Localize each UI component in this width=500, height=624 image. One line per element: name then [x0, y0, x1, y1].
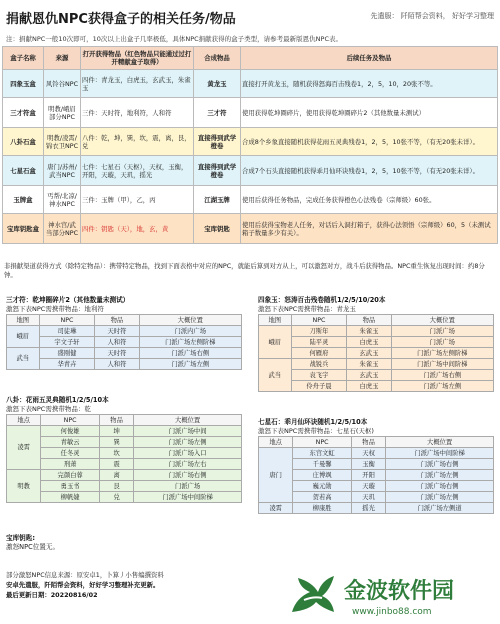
npc-cell: 宇文子轩	[39, 337, 95, 348]
npc-cell: 柳康胜	[293, 503, 352, 514]
combine-item: 黄龙玉	[194, 70, 241, 98]
box-name: 玉牌盒	[3, 186, 44, 214]
item-cell: 玉衡	[351, 459, 385, 470]
box-items: 三件：天时符，地利符，人和符	[81, 98, 194, 128]
col-npc: NPC	[291, 315, 347, 326]
item-cell: 坎	[99, 448, 133, 459]
col-map: 地点	[7, 415, 41, 426]
table-row	[259, 448, 494, 459]
box-items: 四件：青龙玉，白虎玉，玄武玉，朱雀玉	[81, 70, 194, 98]
combine-item: 江湖玉牌	[194, 186, 241, 214]
header-bar	[4, 2, 496, 28]
box-items: 四件：钥匙（天），地，玄，黄	[81, 214, 194, 244]
npc-cell: 伶舟子晨	[291, 381, 347, 392]
combine-item: 直接得到武学橙卷	[194, 128, 241, 156]
box-name: 宝库钥匙盒	[3, 214, 44, 244]
sixiang-section	[258, 296, 494, 392]
acquisition-note: 非捐献渠道获得方式（除特定物品）：携带特定物品，找到下面表格中对应的NPC，就能后算到对方从上，可以激怒对方，战斗后获得物品。NPC重生恢复出现时间：约8分钟。	[4, 262, 485, 279]
combine-item: 宝库钥匙	[194, 214, 241, 244]
location-cell: 门派广场左侧	[139, 359, 241, 370]
table-row	[7, 426, 242, 437]
table-row	[7, 448, 242, 459]
watermark-logo	[286, 568, 496, 620]
table-row	[7, 470, 242, 481]
item-cell: 白虎玉	[347, 337, 391, 348]
table-row	[259, 359, 494, 370]
npc-cell: 千曼馨	[293, 459, 352, 470]
sixiang-table	[258, 314, 494, 392]
col-box: 盒子名称	[3, 47, 44, 70]
main-table	[2, 46, 498, 244]
col-location: 大概位置	[139, 315, 241, 326]
qixing-table	[258, 436, 494, 514]
table-row	[7, 481, 242, 492]
section-sub: 激怒下表NPC需携带物品：青龙玉	[258, 305, 356, 313]
npc-cell: 何俊雄	[41, 426, 100, 437]
qixing-section	[258, 418, 494, 514]
section-sub: 激怒下表NPC需携带物品：地利符	[6, 305, 104, 313]
col-item: 物品	[347, 315, 391, 326]
location-cell: 门派广场左侧	[134, 437, 242, 448]
location-cell: 门派广场中间阶梯	[386, 448, 494, 459]
table-row	[259, 381, 494, 392]
table-row	[3, 98, 498, 128]
section-title: 七星石：乖月仙环诀随机1/2/5/10本	[258, 418, 368, 426]
map-cell: 武当	[259, 359, 292, 392]
map-cell: 明教	[7, 470, 41, 503]
sancai-table	[6, 314, 242, 370]
main-header-row	[3, 47, 498, 70]
page-title: 捐献恩仇NPC获得盒子的相关任务/物品	[6, 12, 236, 27]
col-source: 来源	[44, 47, 81, 70]
item-cell: 天时符	[95, 326, 139, 337]
section-sub: 激怒下表NPC需携带物品：乾	[6, 405, 91, 413]
npc-cell: 巍元勋	[293, 481, 352, 492]
item-cell: 人和符	[95, 337, 139, 348]
box-items: 七件：七星石（天枢），天权，玉衡，开阳，天璇，天玑，摇光	[81, 156, 194, 186]
npc-cell: 战锐兵	[291, 359, 347, 370]
item-cell: 兑	[99, 492, 133, 503]
table-row	[7, 359, 242, 370]
col-npc: NPC	[293, 437, 352, 448]
table-row	[259, 337, 494, 348]
npc-cell: 刀斯年	[291, 326, 347, 337]
location-cell: 门派广场右侧	[386, 459, 494, 470]
map-cell: 峨眉	[259, 326, 292, 359]
map-cell: 武当	[7, 348, 40, 370]
combine-item: 直接得到武学橙卷	[194, 156, 241, 186]
item-cell: 白虎玉	[347, 381, 391, 392]
col-map: 地图	[7, 315, 40, 326]
table-row	[3, 156, 498, 186]
npc-cell: 司徒琳	[39, 326, 95, 337]
npc-cell: 任冬灵	[41, 448, 100, 459]
item-cell: 天时符	[95, 348, 139, 359]
baoku-section	[6, 534, 246, 552]
table-row	[259, 459, 494, 470]
col-location: 大概位置	[134, 415, 242, 426]
item-cell: 玄武玉	[347, 370, 391, 381]
location-cell: 门派广场左侧道	[386, 503, 494, 514]
follow-task: 合成8个乡象直接随机获得花雨五灵典残卷1，2，5，10张不等，（有无20张未详）。	[241, 128, 498, 156]
npc-cell: 柳帆婕	[41, 492, 100, 503]
table-row	[259, 348, 494, 359]
location-cell: 门派广场入口	[134, 448, 242, 459]
map-cell: 凌霄	[259, 503, 293, 514]
col-location: 大概位置	[386, 437, 494, 448]
npc-cell: 庄博飒	[293, 470, 352, 481]
item-cell: 艮	[99, 481, 133, 492]
npc-cell: 华青卉	[39, 359, 95, 370]
location-cell: 门派广场	[391, 326, 493, 337]
baoku-line: 激怒NPC位置无。	[6, 543, 60, 551]
table-row	[259, 503, 494, 514]
table-row	[3, 214, 498, 244]
col-item: 物品	[95, 315, 139, 326]
section-title: 宝库钥匙:	[6, 534, 36, 542]
svg-text:www.jinbo88.com: www.jinbo88.com	[352, 607, 432, 617]
box-source: 风铃谷NPC	[44, 70, 81, 98]
footer-line3: 最后更新日期：20220816/02	[6, 591, 98, 599]
svg-text:金波软件园: 金波软件园	[344, 579, 455, 604]
table-row	[7, 437, 242, 448]
map-cell: 峨眉	[7, 326, 40, 348]
item-cell: 朱雀玉	[347, 326, 391, 337]
bagua-section	[6, 396, 242, 503]
col-follow: 后续任务及物品	[241, 47, 498, 70]
sancai-section	[6, 296, 242, 370]
table-row	[259, 370, 494, 381]
map-cell: 凌霄	[7, 426, 41, 470]
location-cell: 门派广场左右	[134, 459, 242, 470]
item-cell: 坤	[99, 426, 133, 437]
col-npc: NPC	[39, 315, 95, 326]
follow-task: 合成7个石头直接随机获得乖月仙环诀残卷1，2，5，10张不等，（有无20张未详）。	[241, 156, 498, 186]
footer	[6, 570, 256, 600]
npc-cell: 完颜白蓉	[41, 470, 100, 481]
location-cell: 门派广场中间阶梯	[134, 492, 242, 503]
location-cell: 门派广场右侧	[134, 470, 242, 481]
box-source: 明教/峨眉部分NPC	[44, 98, 81, 128]
follow-task: 直接打开黄龙玉，随机获得怒海百击残卷1，2，5，10，20张不等。	[241, 70, 498, 98]
item-cell: 摇光	[351, 503, 385, 514]
location-cell: 门派广场右侧	[139, 348, 241, 359]
col-map: 地图	[259, 315, 292, 326]
location-cell: 门派广场中间阶梯	[391, 359, 493, 370]
item-cell: 朱雀玉	[347, 359, 391, 370]
logo-icon	[286, 568, 496, 620]
table-row	[259, 326, 494, 337]
col-combine: 合成物品	[194, 47, 241, 70]
location-cell: 门派广场左侧	[391, 381, 493, 392]
item-cell: 巽	[99, 437, 133, 448]
item-cell: 开阳	[351, 470, 385, 481]
location-cell: 门派内广场	[139, 326, 241, 337]
box-name: 七星石盒	[3, 156, 44, 186]
table-row	[3, 186, 498, 214]
location-cell: 门派广场	[391, 337, 493, 348]
item-cell: 离	[99, 470, 133, 481]
col-npc: NPC	[41, 415, 100, 426]
intro-note: 注：捐献NPC一般10次即可，10次以上出盒子几率极低，具体NPC捐献获得的盒子类型，请参考最新版恩仇NPC表。	[6, 35, 343, 43]
item-cell: 天权	[351, 448, 385, 459]
item-cell: 天璇	[351, 481, 385, 492]
table-row	[259, 481, 494, 492]
col-item: 物品	[99, 415, 133, 426]
box-source: 唐门/苏州/武当NPC	[44, 156, 81, 186]
box-source: 明教/凌霄/锦衣卫NPC	[44, 128, 81, 156]
npc-cell: 东宫文虹	[293, 448, 352, 459]
box-name: 八卦石盒	[3, 128, 44, 156]
footer-line2: 安卓先遣服，阡陌帮会资料，好好学习整理补充更新。	[6, 581, 160, 589]
follow-task: 使用获得乾坤圈碎片，使用获得乾坤圈碎片2（其他数量未测试）	[241, 98, 498, 128]
section-title: 八卦：花雨五灵典随机1/2/5/10本	[6, 396, 109, 404]
box-name: 三才符盒	[3, 98, 44, 128]
credit-text: 先遣服： 阡陌帮会资料， 好好学习整理	[370, 12, 494, 20]
bagua-table	[6, 414, 242, 503]
combine-item: 三才符	[194, 98, 241, 128]
box-source: 丐帮/北凉/神水NPC	[44, 186, 81, 214]
location-cell: 门派广场	[134, 481, 242, 492]
npc-cell: 贺若高	[293, 492, 352, 503]
location-cell: 门派广场左侧阶梯	[139, 337, 241, 348]
col-items: 打开获得物品（红色物品只能通过过打开精献盒子取得）	[81, 47, 194, 70]
item-cell: 人和符	[95, 359, 139, 370]
npc-cell: 袁飞宇	[291, 370, 347, 381]
location-cell: 门派广场右侧	[386, 481, 494, 492]
footer-line1: 部分激怒NPC信息来源：原安卓1，卜算丿小售编撰资料	[6, 571, 164, 579]
table-row	[259, 492, 494, 503]
follow-task: 使用后获得任务物品，完成任务获得橙色心法残卷（宗师级）60张。	[241, 186, 498, 214]
map-cell: 唐门	[259, 448, 293, 503]
col-location: 大概位置	[391, 315, 493, 326]
box-source: 神水宫/武当部分NPC	[44, 214, 81, 244]
table-row	[7, 459, 242, 470]
npc-cell: 刑萧	[41, 459, 100, 470]
location-cell: 门派广场右侧	[391, 370, 493, 381]
table-row	[7, 348, 242, 359]
section-sub: 激怒下表NPC需携带物品：七星石(天枢)	[258, 427, 374, 435]
section-title: 三才符：乾坤圈碎片2（其他数量未测试）	[6, 296, 130, 304]
location-cell: 门派广场左侧	[386, 492, 494, 503]
location-cell: 门派广场左侧	[386, 470, 494, 481]
npc-cell: 陆平灵	[291, 337, 347, 348]
box-items: 三件：玉牌（甲），乙，丙	[81, 186, 194, 214]
item-cell: 震	[99, 459, 133, 470]
npc-cell: 何雁府	[291, 348, 347, 359]
location-cell: 门派广场左侧阶梯	[391, 348, 493, 359]
item-cell: 玄武玉	[347, 348, 391, 359]
section-title: 四象玉：怒涛百击残卷随机1/2/5/10/20本	[258, 296, 386, 304]
follow-task: 使用后获得宝物老人任务，对话后入洞打箱子，获得心法领悟（宗师级）60，5（未测试箱子数量多少有关）。	[241, 214, 498, 244]
item-cell: 天玑	[351, 492, 385, 503]
box-name: 四象玉盒	[3, 70, 44, 98]
table-row	[259, 470, 494, 481]
npc-cell: 盛刚健	[39, 348, 95, 359]
table-row	[3, 70, 498, 98]
table-row	[7, 492, 242, 503]
box-items: 八件：乾，坤，巽，坎，震，离，艮，兑	[81, 128, 194, 156]
npc-cell: 青敏云	[41, 437, 100, 448]
table-row	[7, 337, 242, 348]
npc-cell: 勇玉书	[41, 481, 100, 492]
col-map: 地点	[259, 437, 293, 448]
location-cell: 门派广场中间	[134, 426, 242, 437]
table-row	[7, 326, 242, 337]
table-row	[3, 128, 498, 156]
col-item: 物品	[351, 437, 385, 448]
